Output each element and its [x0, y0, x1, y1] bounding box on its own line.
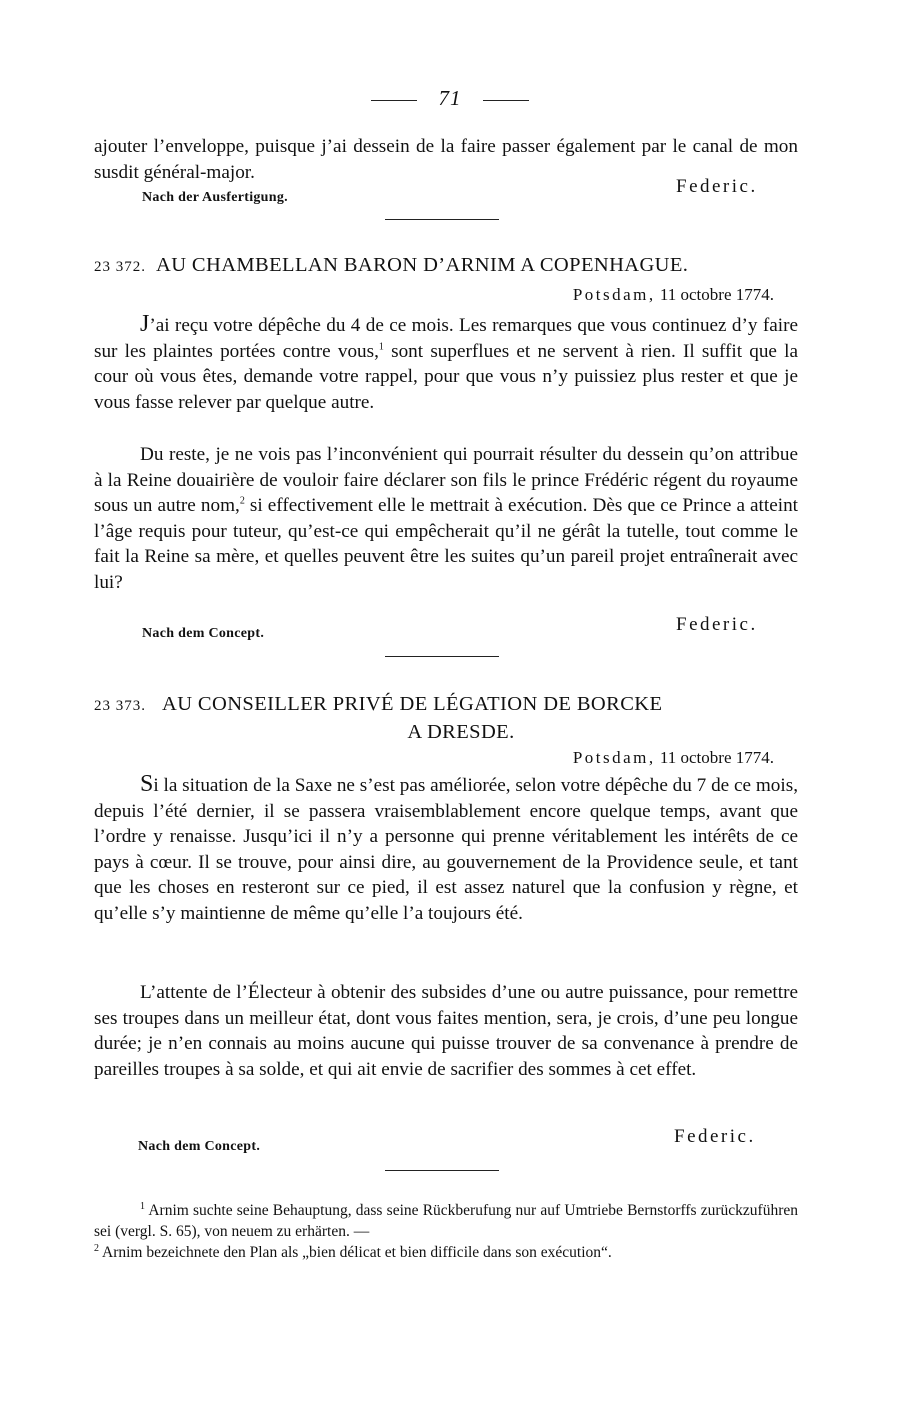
paragraph-text: Du reste, je ne vois pas l’inconvénient qui pourrait résulter du dessein qu’on attribue à la Reine douairière de vouloir faire déclarer son fils le prince Frédéric régent du royaume sous un autre nom,	[94, 444, 798, 516]
paragraph-text: ’ai reçu votre dépêche du 4 de ce mois. Les remarques que vous continuez d’y faire sur les plaintes portées contre vous,	[94, 315, 798, 362]
letter-paragraph	[94, 312, 798, 415]
footnote-reference: 2	[239, 495, 245, 507]
letter-number: 23 373.	[94, 698, 146, 714]
section-divider	[385, 656, 499, 657]
letter-signature: Federic.	[676, 614, 758, 635]
header-dash-right	[483, 100, 529, 101]
opening-source-note: Nach der Ausfertigung.	[142, 190, 288, 205]
letter-source-note: Nach dem Concept.	[142, 626, 265, 641]
drop-initial: S	[140, 771, 154, 797]
letter-source-note: Nach dem Concept.	[138, 1139, 261, 1154]
section-divider	[385, 219, 499, 220]
page-header	[0, 86, 900, 111]
footnotes	[94, 1200, 798, 1263]
letter-paragraph	[94, 442, 798, 595]
letter-paragraph: L’attente de l’Électeur à obtenir des subsides d’une ou autre puissance, pour remettre ses troupes dans un meilleur état, dont vous faites mention, sera, je crois, d’une peu longue durée; je n’en connais au moins aucune qui puisse trouver de sa convenance à prendre de pareilles troupes à sa solde, et qui ait envie de sacrifier des sommes à cet effet.	[94, 982, 798, 1080]
letter-heading	[94, 252, 798, 280]
footnote	[94, 1200, 798, 1242]
footnote-text: Arnim bezeichnete den Plan als „bien délicat et bien difficile dans son exécution“.	[99, 1244, 612, 1261]
footnote-reference: 1	[378, 341, 384, 353]
letter-date: 11 octobre 1774.	[659, 748, 774, 767]
letter-dateline	[573, 748, 774, 768]
letter-place: Potsdam,	[572, 285, 656, 304]
letter-heading	[94, 691, 798, 745]
letter-signature: Federic.	[674, 1126, 756, 1147]
section-divider	[385, 1170, 499, 1171]
letter-number: 23 372.	[94, 259, 146, 275]
header-dash-left	[371, 100, 417, 101]
page-number: 71	[438, 86, 462, 110]
paragraph-text: si effectivement elle le mettrait à exécution. Dès que ce Prince a atteint l’âge requis pour tuteur, qu’est-ce qui empêcherait qu’il ne gérât la tutelle, tout comme le fait la Reine sa mère, et quelles peuvent être les suites qu’un pareil projet entraînerait avec lui?	[94, 495, 798, 593]
letter-title-line: A DRESDE.	[407, 721, 515, 743]
letter-title-line: AU CONSEILLER PRIVÉ DE LÉGATION DE BORCKE	[162, 693, 663, 715]
letter-title: AU CHAMBELLAN BARON D’ARNIM A COPENHAGUE.	[156, 254, 689, 276]
paragraph-text: i la situation de la Saxe ne s’est pas améliorée, selon votre dépêche du 7 de ce mois, depuis l’été dernier, il se passera vraisemblablement encore quelque temps, avant que l’ordre y renaisse. Jusqu’ici il n’y a personne qui prenne véritablement les intérêts de ce pays à cœur. Il se trouve, pour ainsi dire, au gouvernement de la Providence seule, et tant que les choses en resteront sur ce pied, il est assez naturel que la confusion y règne, et qu’elle s’y maintienne de même qu’elle l’a toujours été.	[94, 775, 798, 924]
footnote-mark: 1	[140, 1200, 145, 1212]
paragraph-text: sont superflues et ne servent à rien. Il suffit que la cour où vous êtes, demande votre rappel, pour que vous n’y puissiez plus rester et que je vous fasse relever par quelque autre.	[94, 340, 799, 413]
opening-signature: Federic.	[676, 176, 758, 197]
letter-place: Potsdam,	[572, 748, 656, 767]
footnote-text: Arnim suchte seine Behauptung, dass seine Rückberufung nur auf Umtriebe Bernstorffs zurückzuführen sei (vergl. S. 65), von neuem zu erhärten. —	[94, 1202, 798, 1240]
footnote-mark: 2	[94, 1242, 99, 1254]
letter-paragraph	[94, 772, 798, 926]
letter-dateline	[573, 285, 774, 305]
drop-initial: J	[140, 311, 150, 337]
letter-date: 11 octobre 1774.	[659, 285, 774, 304]
opening-paragraph: ajouter l’enveloppe, puisque j’ai dessein de la faire passer également par le canal de mon susdit général-major.	[94, 136, 798, 183]
footnote	[94, 1242, 798, 1263]
